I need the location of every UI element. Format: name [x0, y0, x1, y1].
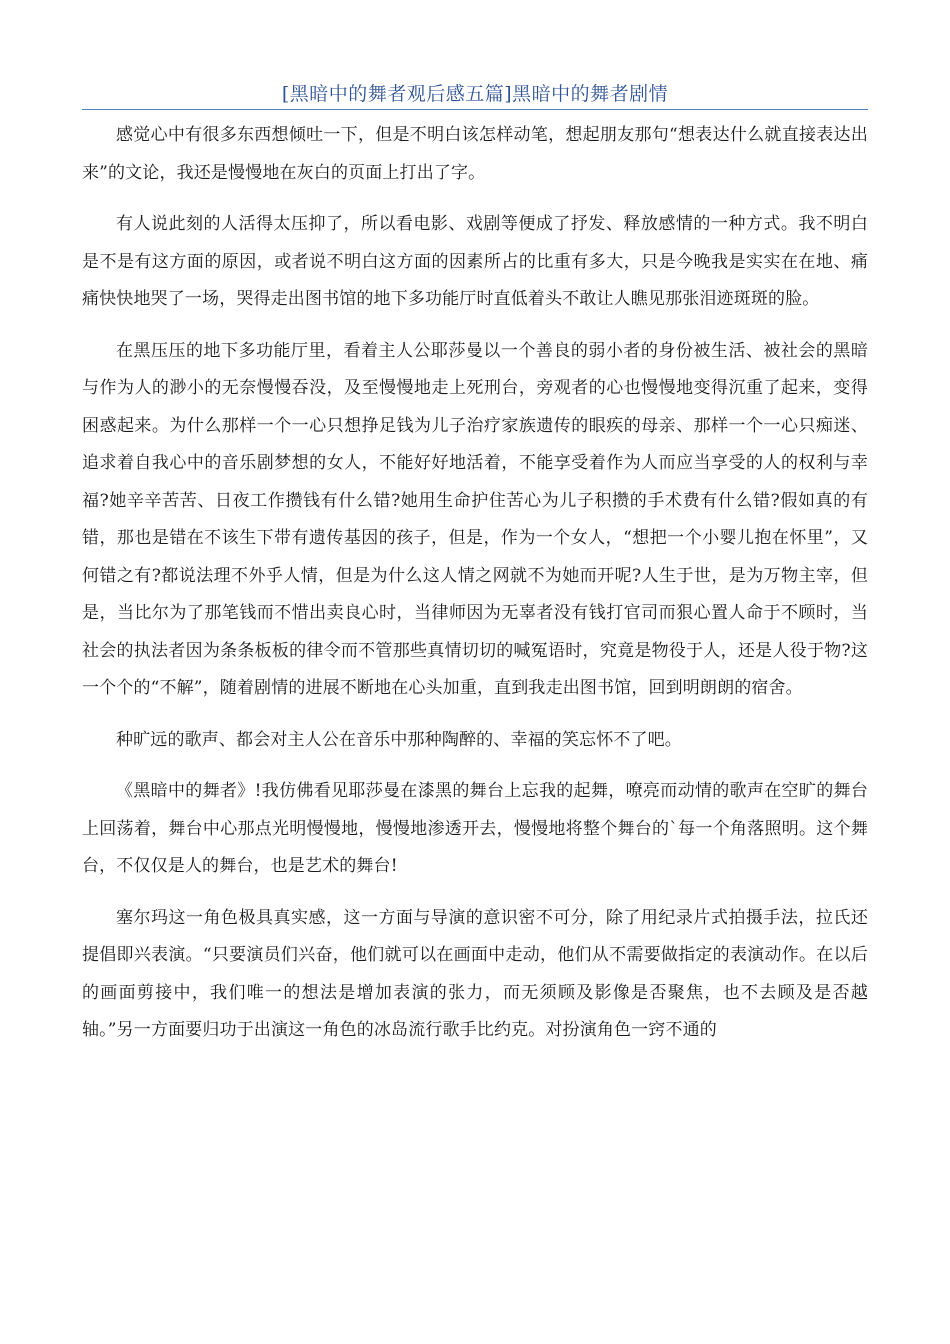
- document-body: [82, 117, 868, 1064]
- paragraph-1: 感觉心中有很多东西想倾吐一下，但是不明白该怎样动笔，想起朋友那句“想表达什么就直接表达出来”的文论，我还是慢慢地在灰白的页面上打出了字。: [82, 125, 868, 183]
- paragraph-4: 种旷远的歌声、都会对主人公在音乐中那种陶醉的、幸福的笑忘怀不了吧。: [116, 729, 682, 750]
- paragraph-3: 在黑压压的地下多功能厅里，看着主人公耶莎曼以一个善良的弱小者的身份被生活、被社会的黑暗与作为人的渺小的无奈慢慢吞没，及至慢慢地走上死刑台，旁观者的心也慢慢地变得沉重了起来，变得困惑起来。为什么那样一个一心只想挣足钱为儿子治疗家族遗传的眼疾的母亲、那样一个一心只痴迷、追求着自我心中的音乐剧梦想的女人，不能好好地活着，不能享受着作为人而应当享受的人的权利与幸福?她辛辛苦苦、日夜工作攒钱有什么错?她用生命护住苦心为儿子积攒的手术费有什么错?假如真的有错，那也是错在不该生下带有遗传基因的孩子，但是，作为一个女人，“想把一个小婴儿抱在怀里”，又何错之有?都说法理不外乎人情，但是为什么这人情之网就不为她而开呢?人生于世，是为万物主宰，但是，当比尔为了那笔钱而不惜出卖良心时，当律师因为无辜者没有钱打官司而狠心置人命于不顾时，当社会的执法者因为条条板板的律令而不管那些真情切切的喊冤语时，究竟是物役于人，还是人役于物?这一个个的“不解”，随着剧情的进展不断地在心头加重，直到我走出图书馆，回到明朗朗的宿舍。: [82, 340, 868, 698]
- header-rule: [82, 109, 868, 110]
- paragraph-6: 塞尔玛这一角色极具真实感，这一方面与导演的意识密不可分，除了用纪录片式拍摄手法，拉氏还提倡即兴表演。“只要演员们兴奋，他们就可以在画面中走动，他们从不需要做指定的表演动作。在以后的画面剪接中，我们唯一的想法是增加表演的张力，而无须顾及影像是否聚焦，也不去顾及是否越轴。”另一方面要归功于出演这一角色的冰岛流行歌手比约克。对扮演角色一窍不通的: [82, 907, 868, 1040]
- paragraph-5: 《黑暗中的舞者》!我仿佛看见耶莎曼在漆黑的舞台上忘我的起舞，嘹亮而动情的歌声在空旷的舞台上回荡着，舞台中心那点光明慢慢地，慢慢地渗透开去，慢慢地将整个舞台的`每一个角落照明。这个舞台，不仅仅是人的舞台，也是艺术的舞台!: [82, 781, 868, 876]
- header-title: [黑暗中的舞者观后感五篇]黑暗中的舞者剧情: [281, 83, 669, 105]
- paragraph-2: 有人说此刻的人活得太压抑了，所以看电影、戏剧等便成了抒发、释放感情的一种方式。我不明白是不是有这方面的原因，或者说不明白这方面的因素所占的比重有多大，只是今晚我是实实在在地、痛痛快快地哭了一场，哭得走出图书馆的地下多功能厅时直低着头不敢让人瞧见那张泪迹斑斑的脸。: [82, 214, 868, 309]
